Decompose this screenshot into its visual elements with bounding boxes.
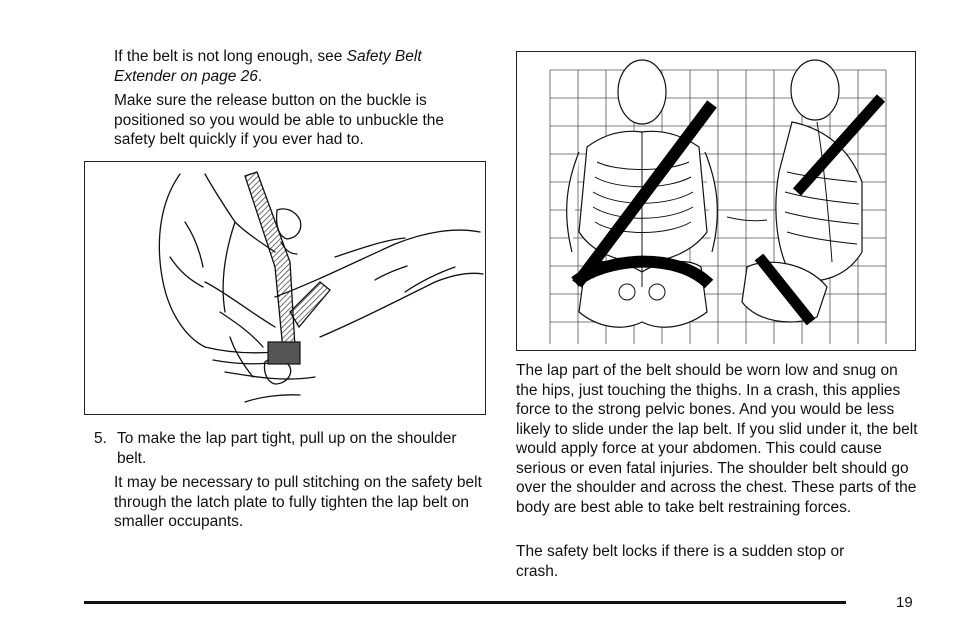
extender-link[interactable]: Safety Belt Extender on page 26 — [114, 48, 422, 85]
lap-belt-illustration — [84, 161, 486, 415]
belt-lock-note: The safety belt locks if there is a sudden stop or crash. — [516, 543, 845, 580]
skeleton-belt-illustration — [516, 51, 916, 351]
person-pulling-belt-drawing — [85, 162, 484, 413]
page-number: 19 — [896, 594, 913, 611]
skeleton-grid-drawing — [517, 52, 914, 349]
release-button-note: Make sure the release button on the buckle is positioned so you would be able to unbuckle the safety belt quickly if you ever had to. — [114, 92, 445, 148]
lap-belt-explanation: The lap part of the belt should be worn low and snug on the hips, just touching the thighs. In a crash, this applies force to the strong pelvic bones. And you would be less likely to slide under the lap belt. If you slid under it, the belt would apply force at your abdomen. This could cause serious or even fatal injuries. The shoulder belt should go over the shoulder and across the chest. These parts of the body are best able to take belt restraining forces. — [516, 362, 918, 516]
footer-rule — [84, 601, 846, 604]
step-text: To make the lap part tight, pull up on the shoulder belt. — [117, 430, 457, 467]
step-number: 5. — [94, 430, 107, 447]
stitching-note: It may be necessary to pull stitching on the safety belt through the latch plate to fully tighten the lap belt on smaller occupants. — [114, 474, 482, 530]
extender-note: If the belt is not long enough, see Safety Belt Extender on page 26. — [114, 48, 422, 85]
